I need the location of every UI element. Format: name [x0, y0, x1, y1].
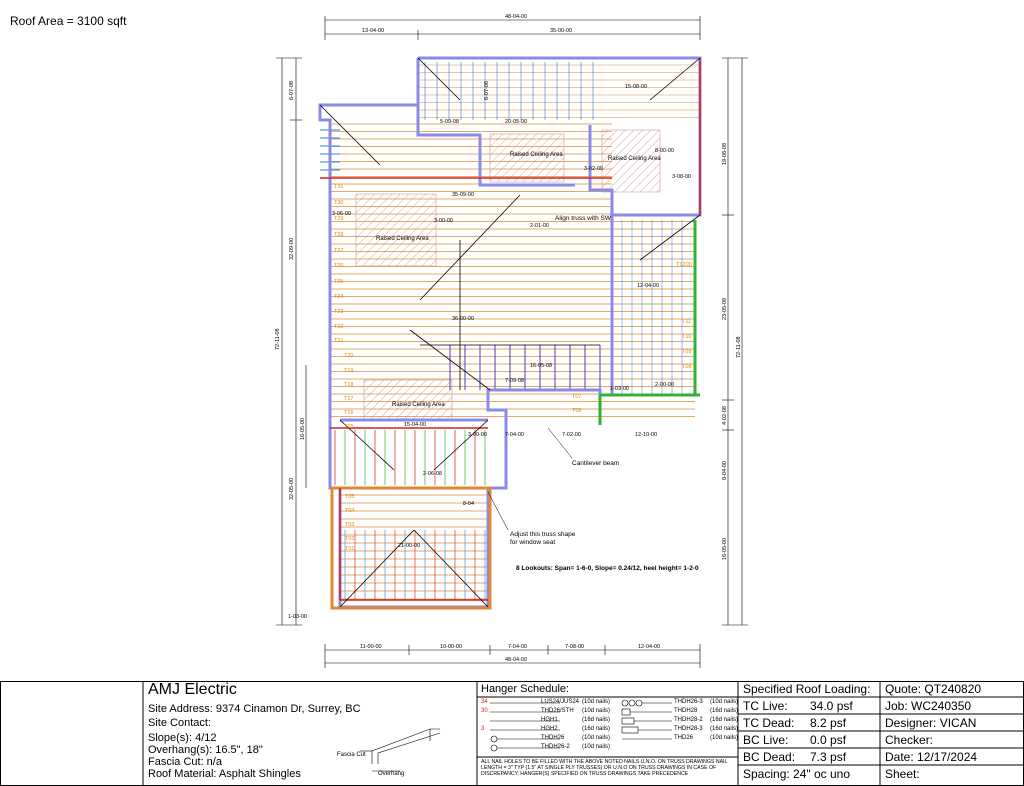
- hanger-name: THDH26-2: [541, 744, 570, 750]
- hanger-name: THDH28-3: [674, 726, 703, 732]
- dim-bottom-2: 10-00-00: [440, 644, 463, 650]
- truss-label: T15: [344, 424, 354, 430]
- hanger-name: THDH26-3: [674, 699, 703, 705]
- dim-bottom-total: 48-04-00: [505, 657, 528, 663]
- truss-label: T31: [334, 184, 344, 190]
- hanger-nails: (16d nails): [582, 717, 611, 723]
- truss-label: T30: [334, 200, 344, 206]
- truss-label: T01: [345, 546, 355, 552]
- hanger-nails: (10d nails): [582, 744, 611, 750]
- lookouts-note: 8 Lookouts: Span= 1-6-0, Slope= 0.24/12, heel height= 1-2-0: [516, 565, 699, 572]
- dim-right-total: 72-11-08: [736, 336, 742, 358]
- truss-label: T12(3): [676, 262, 693, 268]
- raised-ceiling-areas: [356, 130, 660, 420]
- hanger-nails: (10d nails): [582, 699, 611, 705]
- dim-left-1: 6-07-08: [289, 81, 295, 100]
- raised-ceiling-label: Raised Ceiling Area: [392, 402, 445, 408]
- sheet: Sheet:: [885, 767, 920, 781]
- dim-left-2: 32-09-00: [289, 237, 295, 260]
- truss-label: T10: [682, 334, 692, 340]
- raised-ceiling-label: Raised Ceiling Area: [376, 236, 429, 242]
- hanger-nails: (16d nails): [582, 726, 611, 732]
- inner-dim: 7-04-00: [505, 432, 524, 438]
- hanger-note: ALL NAIL HOLES TO BE FILLED WITH THE ABOVE NOTED NAILS U.N.O. ON TRUSS DRAWINGS NAIL LENGTH = 3" TYP (1.5" AT SINGLE PLY TRUSSES) OR U.N.O ON TRUSS DRAWINGS IN CASE OF DISCREPANCY, HANGER(S) SPECIFIED ON TRUSS DRAWINGS TAKE PRECEDENCE: [481, 759, 728, 777]
- cantilever-note: Cantilever beam: [572, 460, 620, 467]
- hanger-count: 34: [481, 699, 488, 705]
- inner-dim: 3-02-00: [584, 166, 603, 172]
- bc-live-value: 0.0 psf: [810, 733, 847, 747]
- hanger-name: THDH28-2: [674, 717, 703, 723]
- dim-left-total: 72-11-08: [275, 328, 281, 350]
- hanger-name: THD26/STH: [541, 708, 574, 714]
- truss-label: T24: [334, 294, 344, 300]
- truss-label: T11: [682, 319, 692, 325]
- hanger-name: HGH2: [541, 726, 558, 732]
- tc-live-label: TC Live:: [743, 699, 788, 713]
- dim-top-left: 13-04-00: [362, 28, 385, 34]
- dim-right-4: 8-04-00: [722, 461, 728, 480]
- overhang: Overhang(s): 16.5", 18": [148, 744, 263, 756]
- truss-label: T23: [334, 309, 344, 315]
- inner-dim: 3-08-00: [672, 174, 691, 180]
- truss-label: T02: [345, 536, 355, 542]
- hanger-nails: (10d nails): [582, 708, 611, 714]
- roof-material: Roof Material: Asphalt Shingles: [148, 768, 301, 780]
- inner-dim: 5-09-08: [440, 119, 459, 125]
- dim-right-5: 16-05-00: [722, 537, 728, 560]
- hanger-nails: (10d nails): [710, 735, 739, 741]
- annotations: [488, 428, 572, 530]
- job-number: Job: WC240350: [885, 699, 972, 713]
- bc-dead-label: BC Dead:: [743, 750, 796, 764]
- inner-dim: 35-09-00: [452, 192, 475, 198]
- truss-label: T07: [572, 394, 582, 400]
- hanger-name: LUS24/JUS24: [541, 699, 580, 705]
- hanger-nails: (16d nails): [710, 726, 739, 732]
- inner-dim: 7-02-00: [562, 432, 581, 438]
- inner-dim: 6-07-08: [484, 81, 490, 100]
- adjust-truss-note-1: Adjust this truss shape: [510, 531, 576, 538]
- dim-right-3: 4-02-08: [722, 406, 728, 425]
- hanger-nails: (16d nails): [710, 717, 739, 723]
- inner-dim: 36-00-00: [452, 316, 475, 322]
- roof-area-label: Roof Area = 3100 sqft: [10, 14, 127, 28]
- hanger-name: HGH1: [541, 717, 558, 723]
- bc-live-label: BC Live:: [743, 733, 789, 747]
- inner-dim: 3-00-00: [434, 218, 453, 224]
- hanger-name: THD26: [674, 735, 694, 741]
- dim-left-3: 16-05-00: [300, 417, 306, 440]
- truss-label: T27: [334, 248, 344, 254]
- inner-dim: 12-04-00: [637, 283, 660, 289]
- hanger-nails: (16d nails): [710, 708, 739, 714]
- dim-top-right: 35-00-00: [550, 28, 573, 34]
- inner-dim: 21-00-00: [398, 543, 421, 549]
- hanger-name: THDH26: [541, 735, 565, 741]
- raised-ceiling-label: Raised Ceiling Area: [510, 152, 563, 158]
- tc-dead-label: TC Dead:: [743, 716, 795, 730]
- slope: Slope(s): 4/12: [148, 732, 217, 744]
- truss-label: T17: [344, 396, 354, 402]
- truss-label: T25: [334, 279, 344, 285]
- dim-bottom-5: 12-04-00: [638, 644, 661, 650]
- inner-dim: 1-03-00: [610, 386, 629, 392]
- site-contact: Site Contact:: [148, 717, 211, 729]
- inner-dim: 8-04: [463, 501, 475, 507]
- dim-bottom-1: 11-00-00: [360, 644, 382, 650]
- fascia-cut-detail-label: Fascia Cut: [337, 752, 366, 758]
- truss-label: T03: [345, 522, 355, 528]
- inner-dim: 20-05-00: [505, 119, 528, 125]
- dim-top-total: 48-04-00: [505, 14, 528, 20]
- checker: Checker:: [885, 733, 934, 747]
- loading-title: Specified Roof Loading:: [743, 682, 871, 696]
- truss-label: T29: [334, 216, 344, 222]
- dim-left-4: 32-05-00: [289, 477, 295, 500]
- truss-label: T21: [334, 338, 344, 344]
- truss-label: T19: [344, 368, 354, 374]
- date: Date: 12/17/2024: [885, 750, 978, 764]
- inner-dim: 2-01-00: [530, 223, 549, 229]
- site-address: Site Address: 9374 Cinamon Dr, Surrey, BC: [148, 703, 361, 715]
- company-name: AMJ Electric: [148, 681, 237, 698]
- truss-label: T18: [344, 382, 354, 388]
- hanger-nails: (10d nails): [582, 735, 611, 741]
- truss-label: T09: [682, 349, 692, 355]
- raised-ceiling-label: Raised Ceiling Area: [608, 156, 661, 162]
- truss-label: T22: [334, 324, 344, 330]
- hanger-nails: (10d nails): [710, 699, 739, 705]
- dim-bottom-4: 7-08-00: [565, 644, 584, 650]
- tc-dead-value: 8.2 psf: [810, 716, 847, 730]
- truss-label: T28: [334, 232, 344, 238]
- align-truss-note: Align truss with SW: [555, 215, 611, 222]
- inner-dim: 3-00-00: [468, 432, 487, 438]
- bc-dead-value: 7.3 psf: [810, 750, 847, 764]
- truss-label: T05: [345, 494, 355, 500]
- adjust-truss-note-2: for window seat: [510, 539, 556, 546]
- spacing: Spacing: 24" oc uno: [743, 767, 851, 781]
- truss-label: T08: [682, 364, 692, 370]
- fascia-cut: Fascia Cut: n/a: [148, 756, 222, 768]
- truss-label: T20: [344, 353, 354, 359]
- hanger-count: 3: [481, 726, 485, 732]
- overhang-detail-label: Overhang: [378, 771, 405, 777]
- inner-dim: 15-08-00: [625, 84, 648, 90]
- inner-dim: 8-00-00: [655, 148, 674, 154]
- truss-label: T26: [334, 263, 344, 269]
- inner-dim: 16-05-08: [530, 363, 553, 369]
- quote: Quote: QT240820: [885, 682, 982, 696]
- inner-dim: 3-06-00: [332, 211, 351, 217]
- hanger-count: 30: [481, 708, 488, 714]
- tc-live-value: 34.0 psf: [810, 699, 853, 713]
- title-block: [0, 681, 1024, 786]
- truss-label: T06: [572, 408, 582, 414]
- designer: Designer: VICAN: [885, 716, 977, 730]
- inner-dim: 2-06-08: [423, 471, 442, 477]
- hanger-name: THDH28: [674, 708, 698, 714]
- truss-label: T04: [345, 508, 355, 514]
- inner-dim: 15-04-00: [404, 422, 427, 428]
- dim-left-5: 1-03-00: [288, 614, 307, 620]
- dim-right-1: 19-08-08: [722, 142, 728, 165]
- truss-label: T16: [344, 410, 354, 416]
- inner-dim: 7-09-08: [505, 378, 524, 384]
- inner-dim: 2-00-00: [655, 382, 674, 388]
- inner-dim: 12-10-00: [635, 432, 658, 438]
- dim-bottom-3: 7-04-00: [508, 644, 527, 650]
- dim-right-2: 23-05-08: [722, 297, 728, 320]
- hanger-schedule-title: Hanger Schedule:: [481, 683, 570, 695]
